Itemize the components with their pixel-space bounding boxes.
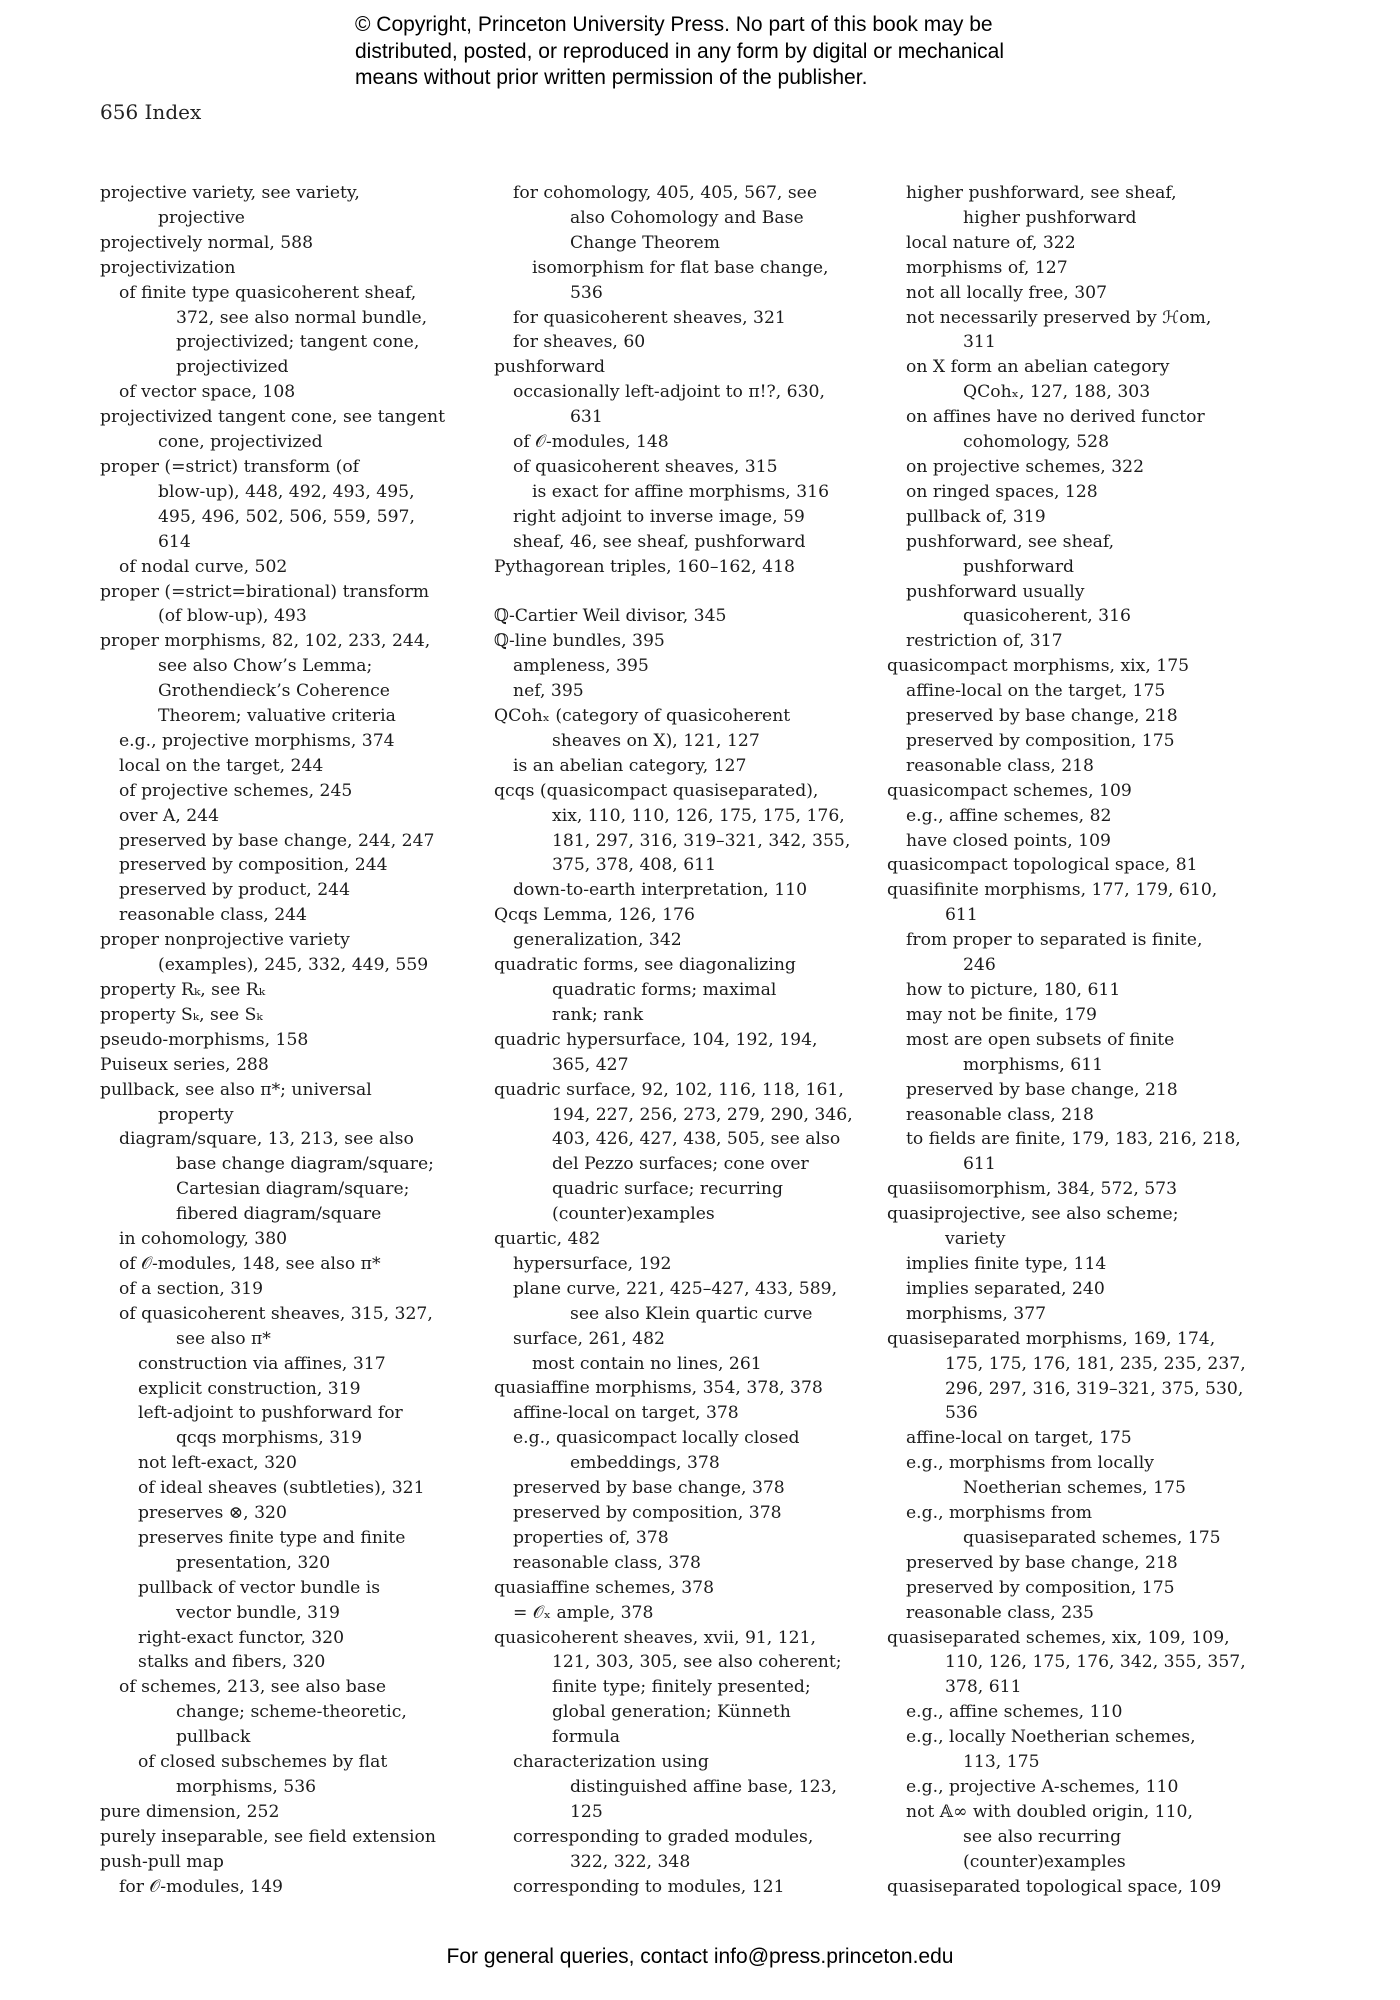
index-subentry: down-to-earth interpretation, 110: [513, 880, 808, 901]
index-entry: proper (=strict=birational) transform: [100, 581, 430, 602]
index-entry-continuation: blow-up), 448, 492, 493, 495,: [158, 481, 415, 502]
index-entry-continuation: 611: [963, 1154, 996, 1175]
index-subentry: of ideal sheaves (subtleties), 321: [138, 1478, 425, 1499]
index-subentry: in cohomology, 380: [119, 1229, 288, 1250]
index-entry: qcqs (quasicompact quasiseparated),: [494, 780, 819, 801]
index-subentry: diagram/square, 13, 213, see also: [119, 1129, 414, 1150]
index-subentry: preserved by composition, 175: [906, 730, 1175, 751]
index-subentry: of 𝒪-modules, 148, see also π*: [119, 1253, 381, 1274]
index-subentry: from proper to separated is finite,: [906, 930, 1203, 951]
index-subentry: surface, 261, 482: [513, 1328, 665, 1349]
index-subentry: of quasicoherent sheaves, 315, 327,: [119, 1303, 433, 1324]
index-subentry: pullback of, 319: [906, 506, 1046, 527]
index-entry-continuation: 631: [570, 407, 603, 428]
index-subentry: e.g., morphisms from locally: [906, 1453, 1154, 1474]
index-entry-continuation: base change diagram/square;: [176, 1154, 434, 1175]
index-entry-continuation: 611: [945, 905, 978, 926]
index-subentry: may not be finite, 179: [906, 1004, 1097, 1025]
index-subentry: preserved by composition, 244: [119, 855, 388, 876]
index-entry-continuation: see also π*: [176, 1328, 271, 1349]
index-entry-continuation: vector bundle, 319: [176, 1602, 340, 1623]
index-entry: purely inseparable, see field extension: [100, 1826, 436, 1847]
index-subentry: isomorphism for flat base change,: [532, 257, 829, 278]
index-subentry: preserved by base change, 218: [906, 1079, 1178, 1100]
index-entry-continuation: presentation, 320: [176, 1552, 331, 1573]
index-subentry: most contain no lines, 261: [532, 1353, 762, 1374]
index-entry-continuation: finite type; finitely presented;: [552, 1677, 811, 1698]
index-entry: quadric surface, 92, 102, 116, 118, 161,: [494, 1079, 844, 1100]
index-entry-continuation: 194, 227, 256, 273, 279, 290, 346,: [552, 1104, 853, 1125]
index-subentry: not 𝔸∞ with doubled origin, 110,: [906, 1801, 1193, 1822]
index-subentry: not left-exact, 320: [138, 1453, 297, 1474]
index-subentry: over A, 244: [119, 805, 220, 826]
index-entry-continuation: also Cohomology and Base: [570, 207, 804, 228]
index-entry: ℚ-Cartier Weil divisor, 345: [494, 606, 727, 627]
index-subentry: of finite type quasicoherent sheaf,: [119, 282, 417, 303]
index-entry: quasiisomorphism, 384, 572, 573: [887, 1179, 1178, 1200]
index-entry-continuation: 246: [963, 955, 996, 976]
index-entry-continuation: global generation; Künneth: [552, 1702, 791, 1723]
index-column-2: [494, 181, 854, 1900]
index-entry-continuation: change; scheme-theoretic,: [176, 1702, 407, 1723]
index-subentry: pullback of vector bundle is: [138, 1577, 381, 1598]
index-entry: projective variety, see variety,: [100, 183, 360, 203]
index-subentry: reasonable class, 218: [906, 755, 1094, 776]
index-entry-continuation: morphisms, 536: [176, 1777, 317, 1797]
index-subentry: left-adjoint to pushforward for: [138, 1403, 403, 1424]
index-entry-continuation: see also recurring: [963, 1826, 1122, 1847]
index-entry-continuation: embeddings, 378: [570, 1453, 720, 1474]
index-entry-continuation: fibered diagram/square: [176, 1204, 382, 1225]
running-head: 656 Index: [100, 100, 202, 124]
index-entry-continuation: 121, 303, 305, see also coherent;: [552, 1652, 842, 1673]
index-subentry: sheaf, 46, see sheaf, pushforward: [513, 531, 806, 552]
index-entry-continuation: 311: [963, 332, 996, 353]
index-entry: quartic, 482: [494, 1229, 601, 1250]
index-subentry: e.g., locally Noetherian schemes,: [906, 1727, 1196, 1748]
index-entry-continuation: formula: [552, 1727, 621, 1748]
index-entry: quasicompact topological space, 81: [887, 855, 1198, 876]
index-subentry: right-exact functor, 320: [138, 1627, 345, 1648]
index-entry: quasiseparated morphisms, 169, 174,: [887, 1328, 1216, 1349]
index-subentry: most are open subsets of finite: [906, 1029, 1175, 1050]
index-subentry: on affines have no derived functor: [906, 407, 1205, 428]
index-entry-continuation: Theorem; valuative criteria: [158, 706, 396, 727]
index-entry-continuation: 175, 175, 176, 181, 235, 235, 237,: [945, 1353, 1246, 1374]
index-entry: quasicoherent sheaves, xvii, 91, 121,: [494, 1627, 817, 1648]
index-entry-continuation: projectivized; tangent cone,: [176, 332, 420, 353]
index-subentry: preserved by composition, 378: [513, 1503, 782, 1524]
index-subentry: for quasicoherent sheaves, 321: [513, 307, 786, 328]
index-entry-continuation: quadric surface; recurring: [552, 1179, 783, 1200]
index-entry: pseudo-morphisms, 158: [100, 1029, 309, 1050]
copyright-notice: [355, 12, 1115, 92]
index-subentry: preserved by base change, 378: [513, 1478, 785, 1499]
index-subentry: local nature of, 322: [906, 232, 1076, 253]
index-entry-continuation: 113, 175: [963, 1752, 1040, 1773]
index-entry: projectivized tangent cone, see tangent: [100, 407, 445, 428]
index-subentry: of closed subschemes by flat: [138, 1752, 388, 1773]
index-entry-continuation: projective: [158, 207, 245, 228]
index-subentry: of a section, 319: [119, 1278, 264, 1299]
index-entry: proper morphisms, 82, 102, 233, 244,: [100, 631, 431, 652]
copyright-line: © Copyright, Princeton University Press. No part of this book may be: [355, 13, 993, 36]
index-entry-continuation: (of blow-up), 493: [158, 606, 307, 627]
index-subentry: e.g., affine schemes, 110: [906, 1702, 1123, 1723]
index-entry-continuation: 322, 322, 348: [570, 1851, 691, 1872]
index-entry: QCohₓ (category of quasicoherent: [494, 706, 791, 727]
index-entry-continuation: (examples), 245, 332, 449, 559: [158, 955, 429, 976]
index-entry: pushforward: [494, 357, 606, 378]
index-subentry: is an abelian category, 127: [513, 755, 747, 776]
index-subentry: for sheaves, 60: [513, 332, 646, 353]
index-entry: push-pull map: [100, 1851, 224, 1872]
index-entry: proper (=strict) transform (of: [100, 456, 360, 477]
index-entry-continuation: projectivized: [176, 357, 289, 378]
index-entry-continuation: Noetherian schemes, 175: [963, 1478, 1186, 1499]
index-subentry: of quasicoherent sheaves, 315: [513, 456, 778, 477]
index-entry: quadric hypersurface, 104, 192, 194,: [494, 1029, 818, 1050]
index-subentry: preserved by product, 244: [119, 880, 351, 901]
index-entry-continuation: QCohₓ, 127, 188, 303: [963, 382, 1151, 403]
index-subentry: not necessarily preserved by ℋom,: [906, 307, 1212, 328]
index-entry: projectivization: [100, 257, 236, 278]
footer-contact: For general queries, contact info@press.princeton.edu: [446, 1945, 954, 1968]
index-entry-continuation: 181, 297, 316, 319–321, 342, 355,: [552, 830, 851, 851]
index-entry-continuation: Change Theorem: [570, 232, 720, 253]
index-subentry: on X form an abelian category: [906, 357, 1170, 378]
index-entry: projectively normal, 588: [100, 232, 314, 253]
index-entry-continuation: sheaves on X), 121, 127: [552, 730, 760, 751]
index-entry-continuation: quadratic forms; maximal: [552, 979, 777, 1000]
index-subentry: = 𝒪ₓ ample, 378: [513, 1602, 654, 1623]
index-entry-continuation: quasicoherent, 316: [963, 606, 1131, 627]
index-subentry: construction via affines, 317: [138, 1353, 386, 1374]
index-subentry: morphisms of, 127: [906, 257, 1068, 278]
index-entry-continuation: del Pezzo surfaces; cone over: [552, 1154, 809, 1175]
index-subentry: reasonable class, 378: [513, 1552, 701, 1573]
index-entry: ℚ-line bundles, 395: [494, 631, 665, 652]
index-subentry: plane curve, 221, 425–427, 433, 589,: [513, 1278, 838, 1299]
index-subentry: affine-local on target, 378: [513, 1403, 739, 1424]
index-subentry: generalization, 342: [513, 930, 682, 951]
index-entry: quasicompact schemes, 109: [887, 780, 1132, 801]
index-subentry: implies finite type, 114: [906, 1253, 1107, 1274]
index-entry: quasiseparated topological space, 109: [887, 1876, 1222, 1897]
index-subentry: corresponding to modules, 121: [513, 1876, 785, 1897]
index-subentry: preserves ⊗, 320: [138, 1503, 287, 1524]
index-entry-continuation: see also Klein quartic curve: [570, 1303, 813, 1324]
index-entry-continuation: quasiseparated schemes, 175: [963, 1527, 1221, 1548]
index-subentry: how to picture, 180, 611: [906, 980, 1121, 1000]
index-entry-continuation: 296, 297, 316, 319–321, 375, 530,: [945, 1378, 1244, 1399]
index-entry-continuation: 495, 496, 502, 506, 559, 597,: [158, 506, 415, 527]
index-subentry: hypersurface, 192: [513, 1253, 672, 1274]
index-entry-continuation: 403, 426, 427, 438, 505, see also: [552, 1129, 841, 1150]
copyright-line: distributed, posted, or reproduced in any form by digital or mechanical: [355, 39, 1005, 63]
index-subentry: properties of, 378: [513, 1527, 669, 1548]
index-entry: quasiprojective, see also scheme;: [887, 1204, 1179, 1225]
index-subentry: of 𝒪-modules, 148: [513, 432, 669, 453]
index-entry: pure dimension, 252: [100, 1801, 280, 1822]
index-subentry: reasonable class, 218: [906, 1104, 1094, 1125]
index-subentry: to fields are finite, 179, 183, 216, 218,: [906, 1129, 1241, 1150]
index-subentry: for cohomology, 405, 405, 567, see: [513, 183, 817, 203]
index-subentry: is exact for affine morphisms, 316: [532, 481, 830, 502]
index-subentry: pushforward, see sheaf,: [906, 531, 1115, 552]
index-subentry: of vector space, 108: [119, 382, 296, 403]
index-subentry: preserved by base change, 218: [906, 706, 1178, 727]
index-entry: quasiaffine morphisms, 354, 378, 378: [494, 1378, 823, 1399]
index-subentry: of schemes, 213, see also base: [119, 1677, 387, 1698]
index-subentry: e.g., projective morphisms, 374: [119, 730, 395, 751]
index-subentry: reasonable class, 244: [119, 905, 307, 926]
index-entry-continuation: 378, 611: [945, 1677, 1022, 1698]
index-entry-continuation: Grothendieck’s Coherence: [158, 681, 390, 702]
index-entry-continuation: (counter)examples: [552, 1204, 715, 1225]
index-entry: property Sₖ, see Sₖ: [100, 1004, 263, 1025]
index-entry-continuation: cohomology, 528: [963, 432, 1110, 453]
index-subentry: higher pushforward, see sheaf,: [906, 183, 1177, 203]
index-entry: proper nonprojective variety: [100, 930, 350, 951]
index-subentry: e.g., affine schemes, 82: [906, 805, 1112, 826]
index-entry: Qcqs Lemma, 126, 176: [494, 905, 695, 926]
index-entry-continuation: 536: [570, 282, 603, 303]
index-subentry: local on the target, 244: [119, 755, 324, 776]
index-subentry: of nodal curve, 502: [119, 556, 288, 577]
index-entry: property Rₖ, see Rₖ: [100, 980, 266, 1000]
index-entry-continuation: 365, 427: [552, 1054, 629, 1075]
index-subentry: of projective schemes, 245: [119, 780, 353, 801]
index-subentry: implies separated, 240: [906, 1278, 1105, 1299]
index-entry-continuation: see also Chow’s Lemma;: [158, 656, 373, 677]
index-subentry: on ringed spaces, 128: [906, 481, 1098, 502]
index-entry: quadratic forms, see diagonalizing: [494, 955, 796, 976]
index-subentry: preserved by composition, 175: [906, 1577, 1175, 1598]
index-subentry: preserves finite type and finite: [138, 1527, 406, 1548]
index-subentry: preserved by base change, 244, 247: [119, 830, 435, 851]
index-subentry: occasionally left-adjoint to π!?, 630,: [513, 382, 825, 403]
index-subentry: reasonable class, 235: [906, 1602, 1094, 1623]
index-subentry: e.g., quasicompact locally closed: [513, 1428, 800, 1449]
index-subentry: for 𝒪-modules, 149: [119, 1876, 283, 1897]
copyright-line: means without prior written permission of the publisher.: [355, 66, 868, 89]
index-entry-continuation: qcqs morphisms, 319: [176, 1428, 363, 1449]
index-subentry: have closed points, 109: [906, 830, 1111, 851]
index-entry-continuation: morphisms, 611: [963, 1054, 1104, 1075]
index-entry-continuation: rank; rank: [552, 1004, 644, 1025]
index-entry-continuation: pushforward: [963, 556, 1075, 577]
index-entry: quasicompact morphisms, xix, 175: [887, 656, 1190, 677]
index-subentry: restriction of, 317: [906, 631, 1063, 652]
index-subentry: corresponding to graded modules,: [513, 1826, 814, 1847]
index-entry-continuation: cone, projectivized: [158, 432, 323, 453]
index-subentry: affine-local on the target, 175: [906, 681, 1166, 702]
index-entry: quasiaffine schemes, 378: [494, 1577, 715, 1598]
index-column-1: [100, 181, 460, 1900]
letter-group-spacer: [494, 580, 854, 605]
index-entry: pullback, see also π*; universal: [100, 1079, 372, 1100]
index-entry-continuation: 110, 126, 175, 176, 342, 355, 357,: [945, 1652, 1246, 1673]
index-subentry: right adjoint to inverse image, 59: [513, 506, 805, 527]
index-subentry: stalks and fibers, 320: [138, 1652, 326, 1673]
index-subentry: pushforward usually: [906, 581, 1085, 602]
index-subentry: affine-local on target, 175: [906, 1428, 1132, 1449]
index-entry-continuation: 614: [158, 531, 191, 552]
index-subentry: characterization using: [513, 1752, 709, 1773]
index-subentry: e.g., morphisms from: [906, 1503, 1093, 1524]
index-entry-continuation: 125: [570, 1801, 603, 1822]
index-entry: quasiseparated schemes, xix, 109, 109,: [887, 1627, 1230, 1648]
index-subentry: ampleness, 395: [513, 656, 649, 677]
index-entry-continuation: pullback: [176, 1727, 251, 1748]
index-entry-continuation: Cartesian diagram/square;: [176, 1179, 410, 1200]
index-entry: quasifinite morphisms, 177, 179, 610,: [887, 880, 1218, 901]
index-subentry: explicit construction, 319: [138, 1378, 361, 1399]
index-subentry: on projective schemes, 322: [906, 456, 1145, 477]
index-subentry: morphisms, 377: [906, 1303, 1047, 1324]
index-entry: Pythagorean triples, 160–162, 418: [494, 556, 795, 577]
index-entry-continuation: 372, see also normal bundle,: [176, 307, 428, 328]
index-entry: Puiseux series, 288: [100, 1054, 269, 1075]
index-entry-continuation: (counter)examples: [963, 1851, 1126, 1872]
index-entry-continuation: 536: [945, 1403, 978, 1424]
index-entry-continuation: xix, 110, 110, 126, 175, 175, 176,: [552, 805, 845, 826]
index-entry-continuation: higher pushforward: [963, 207, 1137, 228]
index-column-3: [887, 181, 1247, 1900]
index-entry-continuation: variety: [945, 1229, 1006, 1250]
index-subentry: nef, 395: [513, 681, 584, 702]
index-subentry: not all locally free, 307: [906, 282, 1108, 303]
index-entry-continuation: 375, 378, 408, 611: [552, 855, 717, 876]
index-entry-continuation: distinguished affine base, 123,: [570, 1776, 837, 1797]
index-entry-continuation: property: [158, 1104, 234, 1125]
index-subentry: e.g., projective A-schemes, 110: [906, 1777, 1179, 1797]
index-subentry: preserved by base change, 218: [906, 1552, 1178, 1573]
